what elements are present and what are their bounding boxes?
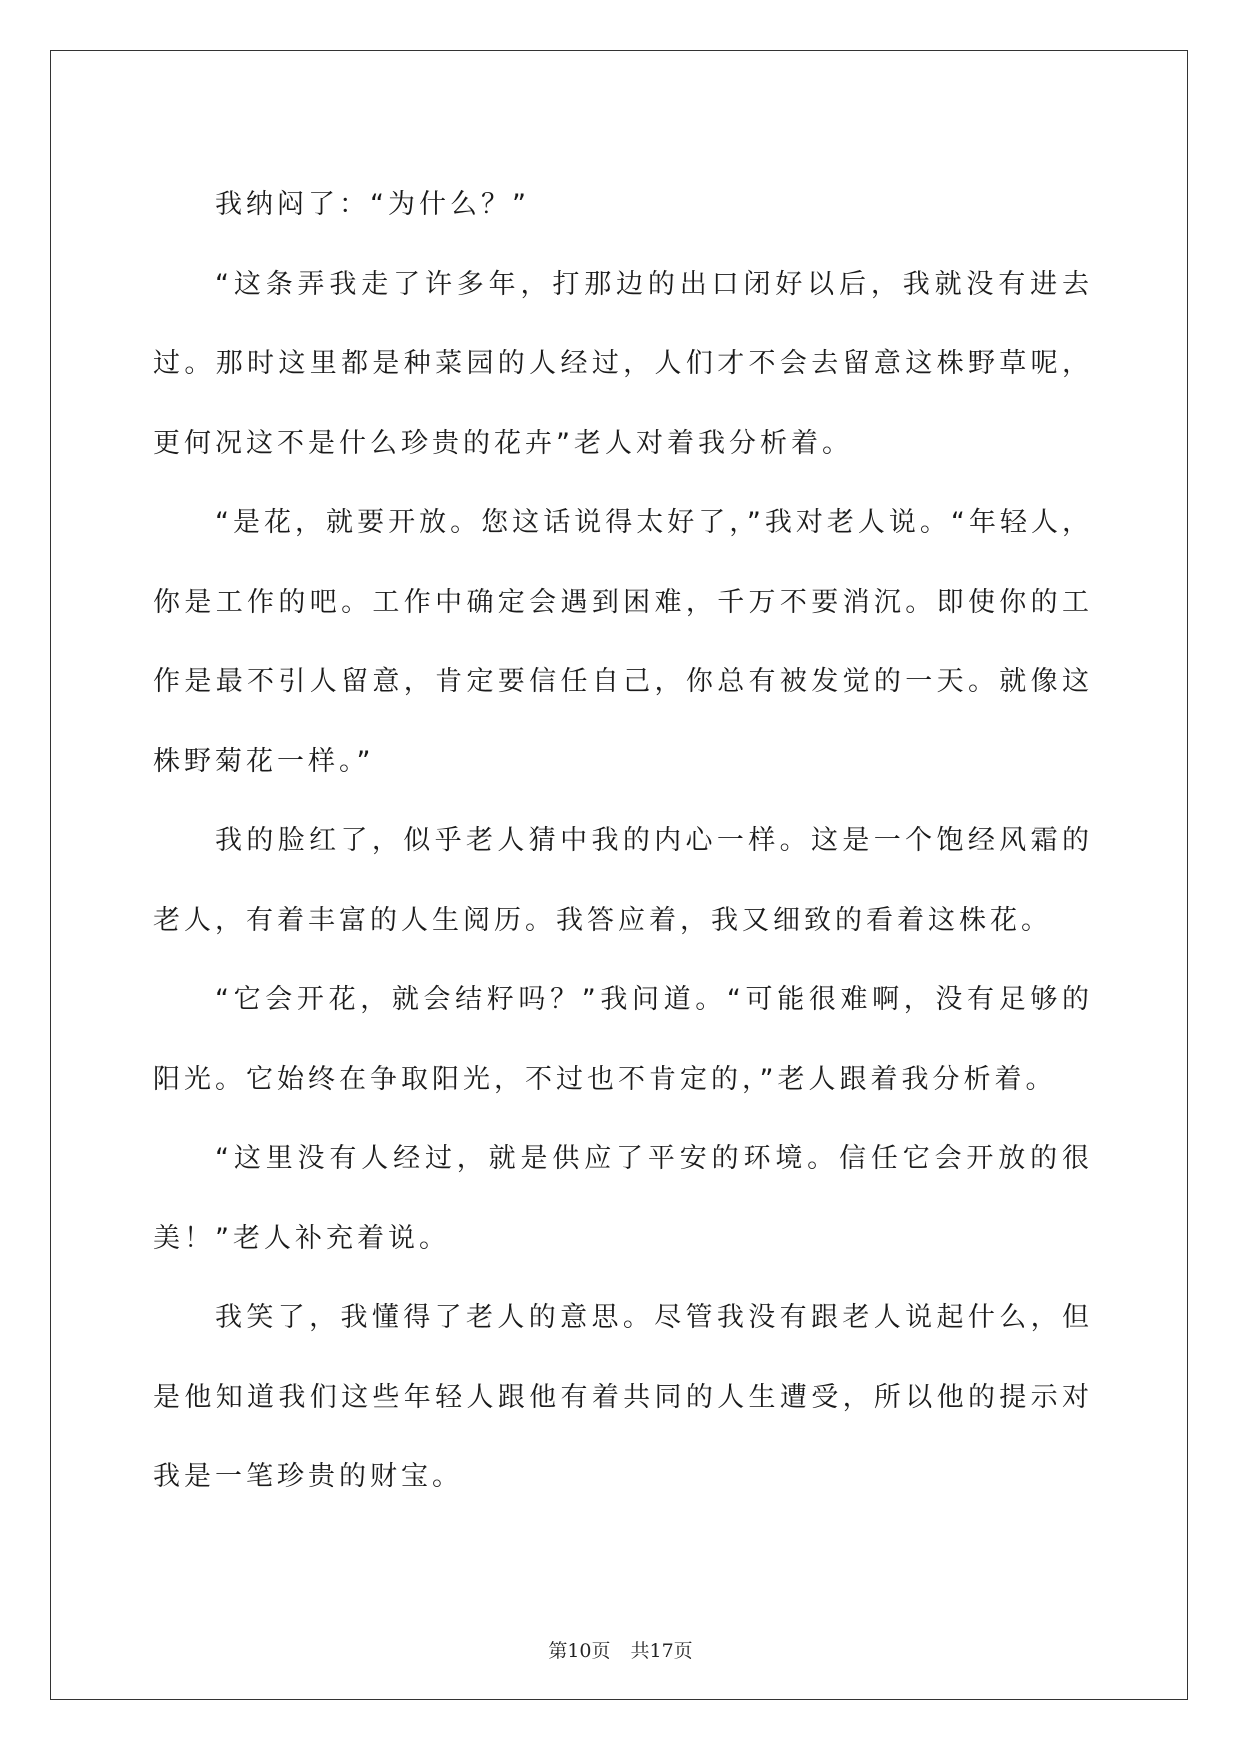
paragraph-4: 我的脸红了，似乎老人猜中我的内心一样。这是一个饱经风霜的老人，有着丰富的人生阅历。我答应着，我又细致的看着这株花。	[153, 825, 1093, 936]
paragraph-3: “是花，就要开放。您这话说得太好了，”我对老人说。“年轻人，你是工作的吧。工作中确定会遇到困难，千万不要消沉。即使你的工作是最不引人留意，肯定要信任自己，你总有被发觉的一天。就像这株野菊花一样。”	[153, 507, 1093, 777]
paragraph-5: “它会开花，就会结籽吗？”我问道。“可能很难啊，没有足够的阳光。它始终在争取阳光，不过也不肯定的，”老人跟着我分析着。	[153, 984, 1093, 1095]
page-footer	[0, 1639, 1241, 1663]
document-body	[153, 165, 1093, 1517]
paragraph-6: “这里没有人经过，就是供应了平安的环境。信任它会开放的很美！”老人补充着说。	[153, 1143, 1093, 1254]
page-total: 共17页	[630, 1640, 693, 1662]
page-number: 第10页	[548, 1640, 611, 1662]
paragraph-1: 我纳闷了：“为什么？”	[215, 189, 530, 220]
paragraph-2: “这条弄我走了许多年，打那边的出口闭好以后，我就没有进去过。那时这里都是种菜园的人经过，人们才不会去留意这株野草呢，更何况这不是什么珍贵的花卉”老人对着我分析着。	[153, 268, 1093, 459]
paragraph-7: 我笑了，我懂得了老人的意思。尽管我没有跟老人说起什么，但是他知道我们这些年轻人跟他有着共同的人生遭受，所以他的提示对我是一笔珍贵的财宝。	[153, 1302, 1093, 1492]
